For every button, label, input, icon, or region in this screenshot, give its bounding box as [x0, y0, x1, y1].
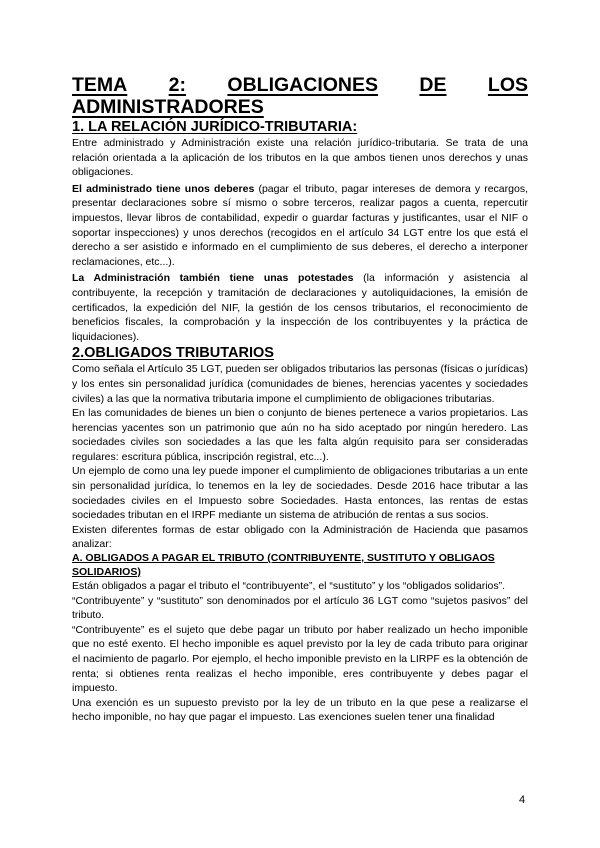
section-1-heading: 1. LA RELACIÓN JURÍDICO-TRIBUTARIA:	[72, 119, 358, 135]
paragraph	[72, 271, 528, 344]
paragraph: Están obligados a pagar el tributo el “contribuyente”, el “sustituto” y los “obligados solidarios”.	[72, 580, 506, 593]
paragraph: Entre administrado y Administración existe una relación jurídico-tributaria. Se trata de una relación orientada a la aplicación de los tributos en la que ambos tienen unos derechos y unas obligaciones.	[72, 137, 528, 179]
paragraph: Un ejemplo de como una ley puede imponer el cumplimiento de obligaciones tributarias a un ente sin personalidad jurídica, lo tenemos en la ley de sociedades. Desde 2016 hace tributar a las sociedades civiles en el Impuesto sobre Sociedades. Hasta entonces, las rentas de estas sociedades tributan en el IRPF mediante un sistema de atribución de rentas a sus socios.	[72, 465, 528, 522]
paragraph: Existen diferentes formas de estar obligado con la Administración de Hacienda que pasamos analizar:	[72, 523, 528, 551]
title-line-2: ADMINISTRADORES	[72, 96, 264, 118]
paragraph: “Contribuyente” y “sustituto” son denominados por el artículo 36 LGT como “sujetos pasivos” del tributo.	[72, 594, 528, 622]
bold-lead: La Administración también tiene unas potestades	[72, 272, 354, 285]
title-word: LOS	[487, 74, 528, 96]
paragraph: Una exención es un supuesto previsto por la ley de un tributo en la que pese a realizarse el hecho imponible, no hay que pagar el impuesto. Las exenciones suelen tener una finalidad	[72, 696, 528, 724]
paragraph: “Contribuyente” es el sujeto que debe pagar un tributo por haber realizado un hecho imponible que no esté exento. El hecho imponible es aquel previsto por la ley de cada tributo para originar el nacimiento de pagarlo. Por ejemplo, el hecho imponible previsto en la LIRPF es la obtención de renta; si obtienes renta realizas el hecho imponible, eres contribuyente y debes pagar el impuesto.	[72, 623, 528, 695]
page-number: 4	[519, 794, 526, 806]
paragraph: En las comunidades de bienes un bien o conjunto de bienes pertenece a varios propietarios. Las herencias yacentes son un patrimonio que aún no ha sido aceptado por ningún heredero. Las sociedades civiles son sociedades a las que les falta algún requisito para ser consideradas regulares: escritura pública, inscripción registral, etc...).	[72, 407, 528, 463]
title-word: 2:	[168, 74, 186, 96]
paragraph: Como señala el Artículo 35 LGT, pueden ser obligados tributarios las personas (físicas o jurídicas) y los entes sin personalidad jurídica (comunidades de bienes, herencias yacentes y sociedades civiles) a las que la normativa tributaria impone el cumplimiento de obligaciones tributarias.	[72, 363, 528, 405]
title-word: OBLIGACIONES	[227, 74, 378, 96]
title-line-1	[72, 74, 528, 96]
subsection-a-heading: A. OBLIGADOS A PAGAR EL TRIBUTO (CONTRIBUYENTE, SUSTITUTO Y OBLIGAOS SOLIDARIOS)	[72, 552, 495, 578]
bold-lead: El administrado tiene unos deberes	[72, 182, 255, 195]
title-word: TEMA	[72, 74, 128, 96]
paragraph	[72, 182, 528, 270]
paragraph-text: (pagar el tributo, pagar intereses de demora y recargos, presentar declaraciones sobre sí mismo o sobre terceros, realizar pagos a cuenta, repercutir impuestos, llevar libros de contabilidad, expedir o guardar facturas y justificantes, usar el NIF o soportar inspecciones) y unos derechos (recogidos en el artículo 34 LGT entre los que está el derecho a ser asistido e informado en el cumplimiento de sus deberes, el derecho a interponer reclamaciones, etc...).	[72, 182, 528, 268]
title-word: DE	[419, 74, 447, 96]
page-title	[72, 74, 528, 118]
paragraph-text: (la información y asistencia al contribuyente, la recepción y tramitación de declaraciones y autoliquidaciones, la emisión de certificados, la expedición del NIF, la gestión de los censos tributarios, el reconocimiento de beneficios fiscales, la comprobación y la inspección de los contribuyentes y la práctica de liquidaciones).	[72, 272, 528, 343]
section-2-heading: 2.OBLIGADOS TRIBUTARIOS	[72, 345, 274, 362]
document-page	[72, 74, 528, 725]
